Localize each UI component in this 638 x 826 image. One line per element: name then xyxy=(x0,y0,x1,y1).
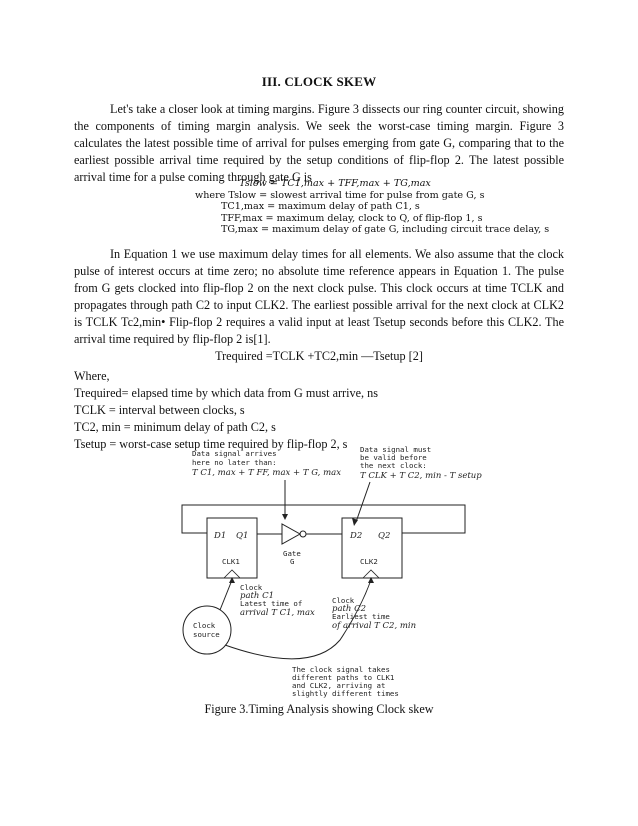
equation-2: Trequired =TCLK +TC2,min —Tsetup [2] xyxy=(215,349,423,363)
path2-line-2: Earliest time xyxy=(332,612,390,621)
ff2-clk-label: CLK2 xyxy=(360,557,378,566)
definition-line: TC2, min = minimum delay of path C2, s xyxy=(74,420,276,434)
section-title: III. CLOCK SKEW xyxy=(261,74,377,89)
bottom-note-line-0: The clock signal takes xyxy=(292,665,390,674)
gate-label-1: G xyxy=(290,557,295,566)
bottom-note-line-2: and CLK2, arriving at xyxy=(292,681,386,690)
equation-1-image xyxy=(195,178,550,236)
ff2-q-label: Q2 xyxy=(378,531,391,541)
path1-line-2: Latest time of xyxy=(240,599,303,608)
note-right-arrow xyxy=(356,482,370,522)
ff2-d-label: D2 xyxy=(350,531,363,541)
paragraph-2: In Equation 1 we use maximum delay times for all elements. We also assume that the clock pulse of interest occurs at time zero; no absolute time reference appears in Equation 1. The pulse from G gets clocked into flip-flop 2 on the next clock pulse. This clock occurs at time TCLK and propagates through path C2 to input CLK2. The earliest possible arrival for the next clock at CLK2 is TCLK Tc2,min• Flip-flop 2 requires a valid input at least Tsetup seconds before this CLK2. The arrival time required by flip-flop 2 is[1]. xyxy=(74,247,564,346)
note-left-arrowhead xyxy=(282,514,288,520)
definition-line: TCLK = interval between clocks, s xyxy=(74,403,245,417)
equation-1-where-1: TC1,max = maximum delay of path C1, s xyxy=(221,201,420,213)
note-right-line-2: the next clock: xyxy=(360,461,427,470)
note-right-line-3: T CLK + T C2, min - T setup xyxy=(360,471,482,481)
path1-line-0: Clock xyxy=(240,583,263,592)
note-right-line-0: Data signal must xyxy=(360,445,432,454)
ff1-clock-triangle xyxy=(224,570,240,578)
ff1-d-label: D1 xyxy=(214,531,227,541)
definition-line: Tsetup = worst-case setup time required by flip-flop 2, s xyxy=(74,437,348,451)
ff2-clock-triangle xyxy=(363,570,379,578)
definition-line: Trequired= elapsed time by which data from G must arrive, ns xyxy=(74,386,378,400)
note-right-line-1: be valid before xyxy=(360,453,427,462)
ff1-clk-label: CLK1 xyxy=(222,557,240,566)
figure-caption: Figure 3.Timing Analysis showing Clock skew xyxy=(204,702,434,716)
note-left-line-2: T C1, max + T FF, max + T G, max xyxy=(192,468,342,478)
paragraph-1: Let's take a closer look at timing margins. Figure 3 dissects our ring counter circuit, showing the components of timing margin analysis. We seek the worst-case timing margin. Figure 3 calculates the latest possible time of arrival for pulses emerging from gate G, comparing that to the earliest possible arrival time required by the setup conditions of flip-flop 2. The latest possible arrival time for a pulse coming through gate G is xyxy=(74,102,564,184)
clock-source-label-1: source xyxy=(193,630,220,639)
feedback-loop-wire xyxy=(182,505,465,533)
equation-1-where-3: TG,max = maximum delay of gate G, including circuit trace delay, s xyxy=(221,224,550,236)
bottom-note-line-3: slightly different times xyxy=(292,689,399,698)
flip-flop-2 xyxy=(342,518,402,578)
gate-label-0: Gate xyxy=(283,549,301,558)
note-left-line-0: Data signal arrives xyxy=(192,449,277,458)
path1-line-1: path C1 xyxy=(240,591,275,601)
gate-g-symbol xyxy=(282,524,300,544)
path2-line-1: path C2 xyxy=(332,604,367,614)
equation-1-where-2: TFF,max = maximum delay, clock to Q, of flip-flop 1, s xyxy=(221,212,483,224)
definition-line: Where, xyxy=(74,369,110,383)
ff1-q-label: Q1 xyxy=(236,531,249,541)
path2-line-0: Clock xyxy=(332,596,355,605)
figure-3-diagram xyxy=(160,440,490,730)
equation-1-main: Tslow = TC1,max + TFF,max + TG,max xyxy=(239,178,431,189)
clock-source-label-0: Clock xyxy=(193,621,216,630)
path2-line-3: of arrival T C2, min xyxy=(332,621,417,631)
equation-1-where-0: where Tslow = slowest arrival time for pulse from gate G, s xyxy=(195,189,485,201)
flip-flop-1 xyxy=(207,518,257,578)
path1-line-3: arrival T C1, max xyxy=(240,608,315,618)
bottom-note-line-1: different paths to CLK1 xyxy=(292,673,395,682)
note-left-line-1: here no later than: xyxy=(192,458,277,467)
clock-path-c1 xyxy=(220,580,232,610)
